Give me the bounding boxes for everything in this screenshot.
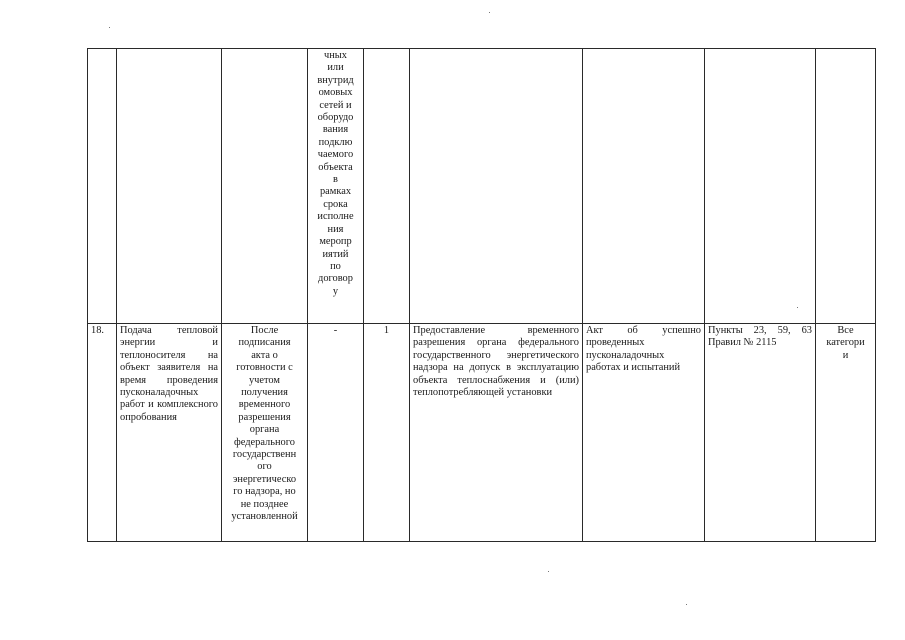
scan-speck [797,307,798,308]
action-cell: Подача тепловой энергии и теплоносителя на объект заявителя на время проведения пусконаладочных работ и комплексного опробования [117,324,222,542]
table-cell [222,49,308,324]
table-row [88,324,876,542]
row-number: 18. [88,324,117,542]
scan-speck [489,12,490,13]
table-row [88,49,876,324]
basis-cell: Пункты 23, 59, 63 Правил № 2115 [705,324,816,542]
result-cell: Акт об успешно проведенных пусконаладочных работах и испытаний [583,324,705,542]
scan-speck [548,571,549,572]
procedure-table [87,48,876,542]
table-cell [364,49,410,324]
scan-speck [686,604,687,605]
condition-cell: Предоставление временного разрешения органа федерального государственного энергетического надзора на допуск в эксплуатацию объекта теплоснабжения и (или) теплопотребляющей установки [410,324,583,542]
term-cell: - [308,324,364,542]
table-cell [583,49,705,324]
table-cell-continued-text: чных или внутрид омовых сетей и оборудо вания подклю чаемого объекта в рамках срока исполне ния меропр иятий по договор у [308,49,364,324]
table-cell [117,49,222,324]
table-cell [88,49,117,324]
table-cell [410,49,583,324]
categories-cell: Все категори и [816,324,876,542]
table-cell [816,49,876,324]
quantity-cell: 1 [364,324,410,542]
scan-speck [109,27,110,28]
table-cell [705,49,816,324]
deadline-cell: После подписания акта о готовности с учетом получения временного разрешения органа федерального государственн ого энергетическо го надзора, но не позднее установленной [222,324,308,542]
